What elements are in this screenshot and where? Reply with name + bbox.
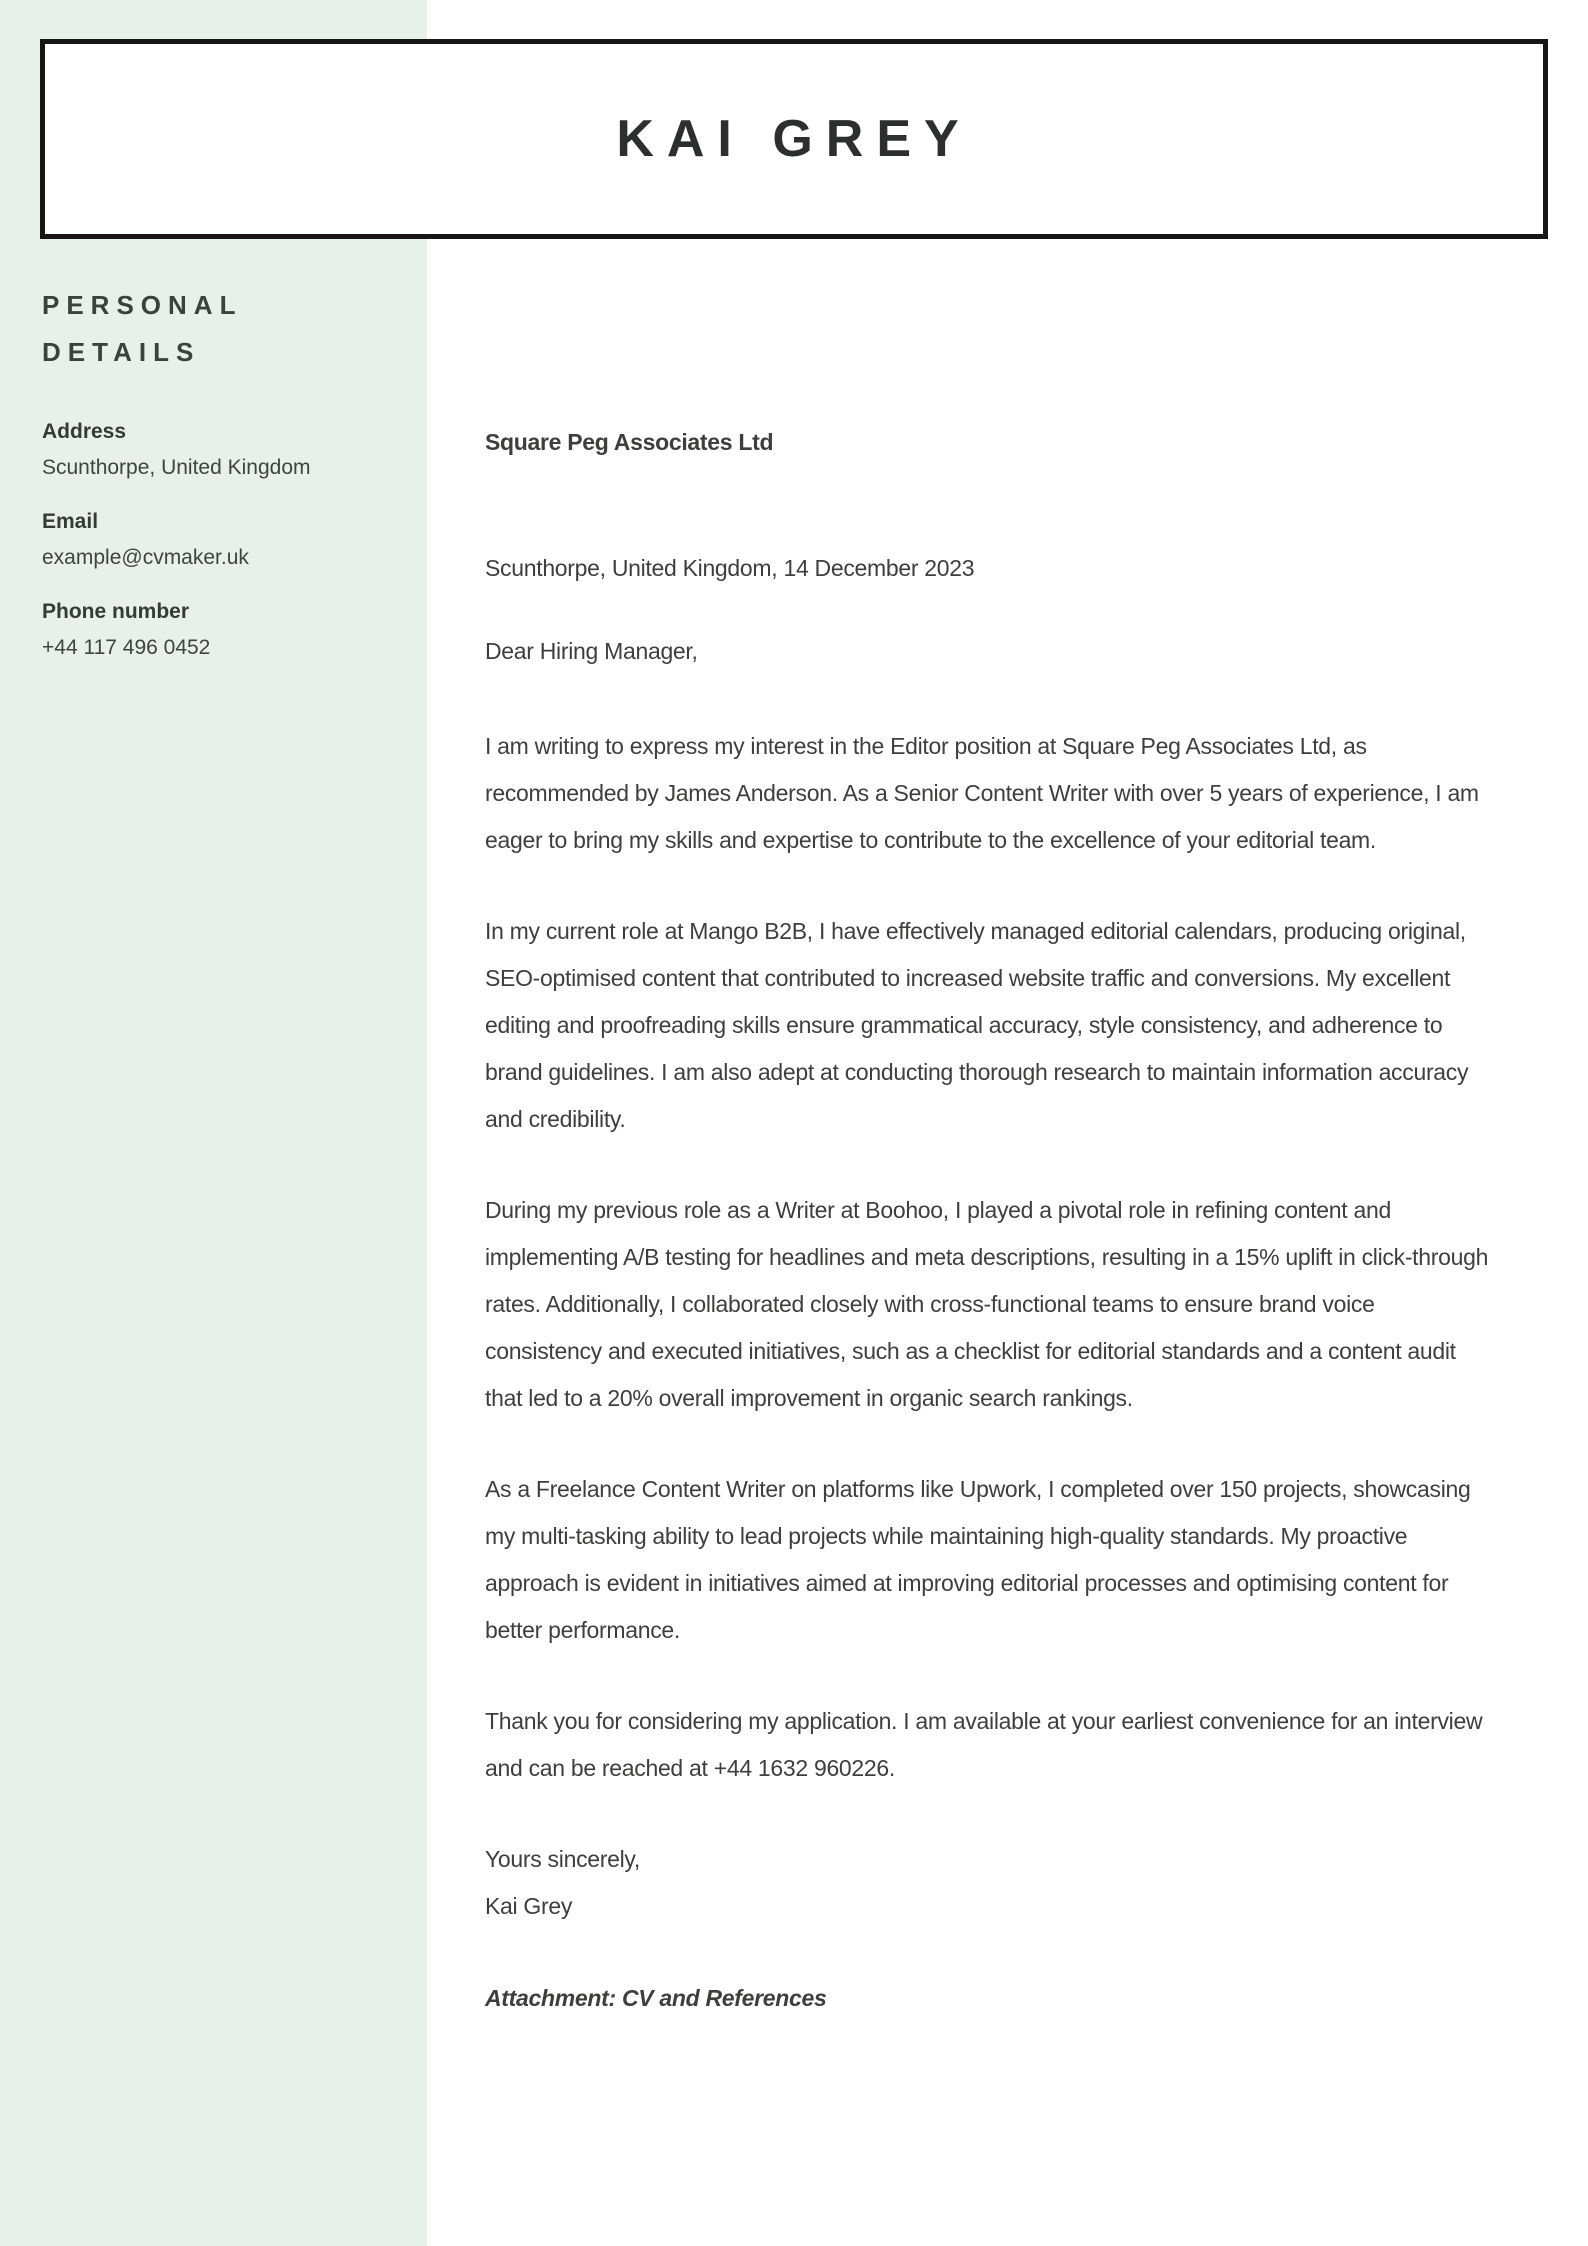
address-field [42, 414, 392, 486]
personal-details-section [42, 282, 392, 684]
recipient-name: Square Peg Associates Ltd [485, 429, 774, 455]
phone-field [42, 594, 392, 666]
closing-line: Yours sincerely, [485, 1846, 640, 1872]
email-value: example@cvmaker.uk [42, 546, 249, 569]
date-line: Scunthorpe, United Kingdom, 14 December 2023 [485, 555, 975, 581]
letter-paragraph: In my current role at Mango B2B, I have effectively managed editorial calendars, producing original, SEO-optimised content that contributed to increased website traffic and conversions. My excellent editing and proofreading skills ensure grammatical accuracy, style consistency, and adherence to brand guidelines. I am also adept at conducting thorough research to maintain information accuracy and credibility. [485, 918, 1469, 1132]
phone-value: +44 117 496 0452 [42, 636, 211, 659]
email-label: Email [42, 510, 99, 533]
page-title: KAI GREY [616, 110, 972, 168]
letter-body [485, 0, 1495, 2022]
salutation: Dear Hiring Manager, [485, 638, 698, 664]
signature-name: Kai Grey [485, 1893, 573, 1919]
address-value: Scunthorpe, United Kingdom [42, 456, 311, 479]
personal-details-heading: PERSONAL DETAILS [42, 290, 242, 367]
email-field [42, 504, 392, 576]
attachment-note: Attachment: CV and References [485, 1985, 827, 2011]
letter-paragraph: Thank you for considering my application. I am available at your earliest convenience for an interview and can be reached at +44 1632 960226. [485, 1708, 1483, 1781]
letter-paragraph: As a Freelance Content Writer on platforms like Upwork, I completed over 150 projects, showcasing my multi-tasking ability to lead projects while maintaining high-quality standards. My proactive approach is evident in initiatives aimed at improving editorial processes and optimising content for better performance. [485, 1476, 1471, 1643]
letter-paragraph: I am writing to express my interest in the Editor position at Square Peg Associates Ltd, as recommended by James Anderson. As a Senior Content Writer with over 5 years of experience, I am eager to bring my skills and expertise to contribute to the excellence of your editorial team. [485, 733, 1479, 853]
address-label: Address [42, 420, 127, 443]
phone-label: Phone number [42, 600, 190, 623]
letter-paragraph: During my previous role as a Writer at Boohoo, I played a pivotal role in refining content and implementing A/B testing for headlines and meta descriptions, resulting in a 15% uplift in click-through rates. Additionally, I collaborated closely with cross-functional teams to ensure brand voice consistency and executed initiatives, such as a checklist for editorial standards and a content audit that led to a 20% overall improvement in organic search rankings. [485, 1197, 1489, 1411]
